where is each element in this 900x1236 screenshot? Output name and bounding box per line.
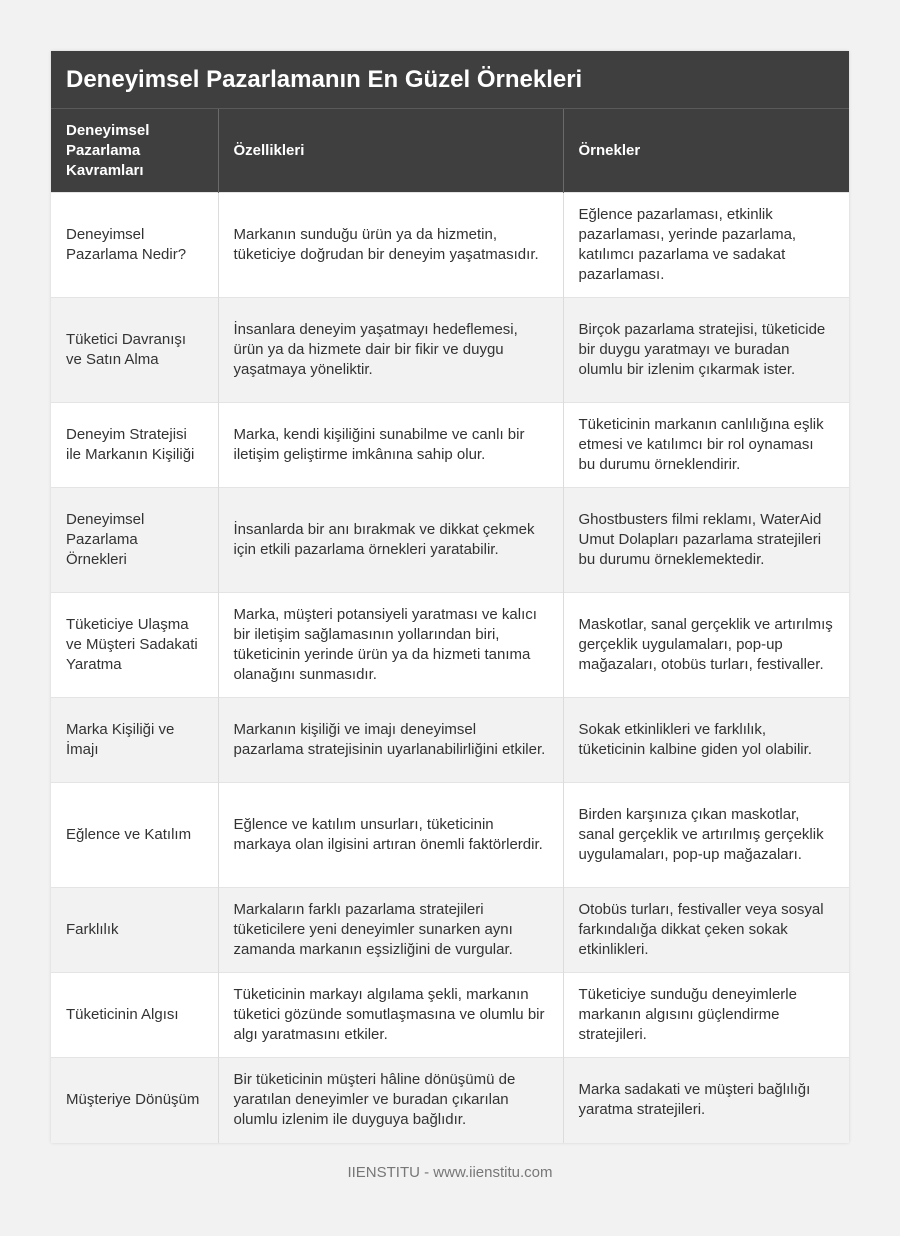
concept-cell: Deneyimsel Pazarlama Örnekleri [51, 488, 218, 593]
column-header-concepts: Deneyimsel Pazarlama Kavramları [51, 109, 218, 193]
table-row [51, 488, 849, 593]
examples-cell: Birden karşınıza çıkan maskotlar, sanal gerçeklik ve artırılmış gerçeklik uygulamaları, pop-up mağazaları. [563, 783, 849, 888]
examples-cell: Eğlence pazarlaması, etkinlik pazarlaması, yerinde pazarlama, katılımcı pazarlama ve sadakat pazarlaması. [563, 193, 849, 298]
concepts-table [51, 108, 849, 1143]
features-cell: Marka, müşteri potansiyeli yaratması ve kalıcı bir iletişim sağlamasının yollarından biri, tüketicinin yerinde ürün ya da hizmeti tanıma olanağını sunmasıdır. [218, 593, 563, 698]
table-row [51, 888, 849, 973]
footer-credit: IIENSTITU - www.iienstitu.com [347, 1164, 553, 1181]
features-cell: Markanın kişiliği ve imajı deneyimsel pazarlama stratejisinin uyarlanabilirliğini etkiler. [218, 698, 563, 783]
column-header-features: Özellikleri [218, 109, 563, 193]
column-header-examples: Örnekler [563, 109, 849, 193]
features-cell: Markaların farklı pazarlama stratejileri tüketicilere yeni deneyimler sunarken aynı zamanda markanın eşsizliğini de vurgular. [218, 888, 563, 973]
features-cell: Eğlence ve katılım unsurları, tüketicinin markaya olan ilgisini artıran önemli faktörlerdir. [218, 783, 563, 888]
features-cell: Tüketicinin markayı algılama şekli, markanın tüketici gözünde somutlaşmasına ve olumlu bir algı yaratmasını etkiler. [218, 973, 563, 1058]
comparison-card [51, 51, 849, 1143]
examples-cell: Maskotlar, sanal gerçeklik ve artırılmış gerçeklik uygulamaları, pop-up mağazaları, otobüs turları, festivaller. [563, 593, 849, 698]
table-row [51, 403, 849, 488]
concept-cell: Farklılık [51, 888, 218, 973]
features-cell: Markanın sunduğu ürün ya da hizmetin, tüketiciye doğrudan bir deneyim yaşatmasıdır. [218, 193, 563, 298]
table-row [51, 1058, 849, 1143]
features-cell: Marka, kendi kişiliğini sunabilme ve canlı bir iletişim geliştirme imkânına sahip olur. [218, 403, 563, 488]
features-cell: İnsanlara deneyim yaşatmayı hedeflemesi, ürün ya da hizmete dair bir fikir ve duygu yaşatmaya yöneliktir. [218, 298, 563, 403]
table-header-row [51, 109, 849, 193]
concept-cell: Deneyim Stratejisi ile Markanın Kişiliği [51, 403, 218, 488]
table-row [51, 298, 849, 403]
examples-cell: Ghostbusters filmi reklamı, WaterAid Umut Dolapları pazarlama stratejileri bu durumu örneklemektedir. [563, 488, 849, 593]
concept-cell: Tüketiciye Ulaşma ve Müşteri Sadakati Yaratma [51, 593, 218, 698]
concept-cell: Deneyimsel Pazarlama Nedir? [51, 193, 218, 298]
examples-cell: Tüketiciye sunduğu deneyimlerle markanın algısını güçlendirme stratejileri. [563, 973, 849, 1058]
examples-cell: Birçok pazarlama stratejisi, tüketicide bir duygu yaratmayı ve buradan olumlu bir izlenim çıkarmak ister. [563, 298, 849, 403]
table-row [51, 593, 849, 698]
examples-cell: Marka sadakati ve müşteri bağlılığı yaratma stratejileri. [563, 1058, 849, 1143]
examples-cell: Sokak etkinlikleri ve farklılık, tüketicinin kalbine giden yol olabilir. [563, 698, 849, 783]
examples-cell: Tüketicinin markanın canlılığına eşlik etmesi ve katılımcı bir rol oynaması bu durumu örneklendirir. [563, 403, 849, 488]
table-row [51, 783, 849, 888]
page-title: Deneyimsel Pazarlamanın En Güzel Örnekleri [51, 51, 849, 108]
examples-cell: Otobüs turları, festivaller veya sosyal farkındalığa dikkat çeken sokak etkinlikleri. [563, 888, 849, 973]
table-row [51, 193, 849, 298]
concept-cell: Müşteriye Dönüşüm [51, 1058, 218, 1143]
concept-cell: Tüketici Davranışı ve Satın Alma [51, 298, 218, 403]
features-cell: Bir tüketicinin müşteri hâline dönüşümü de yaratılan deneyimler ve buradan çıkarılan olumlu izlenim ile duyguya bağlıdır. [218, 1058, 563, 1143]
concept-cell: Tüketicinin Algısı [51, 973, 218, 1058]
table-row [51, 973, 849, 1058]
concept-cell: Eğlence ve Katılım [51, 783, 218, 888]
features-cell: İnsanlarda bir anı bırakmak ve dikkat çekmek için etkili pazarlama örnekleri yaratabilir. [218, 488, 563, 593]
concept-cell: Marka Kişiliği ve İmajı [51, 698, 218, 783]
table-row [51, 698, 849, 783]
